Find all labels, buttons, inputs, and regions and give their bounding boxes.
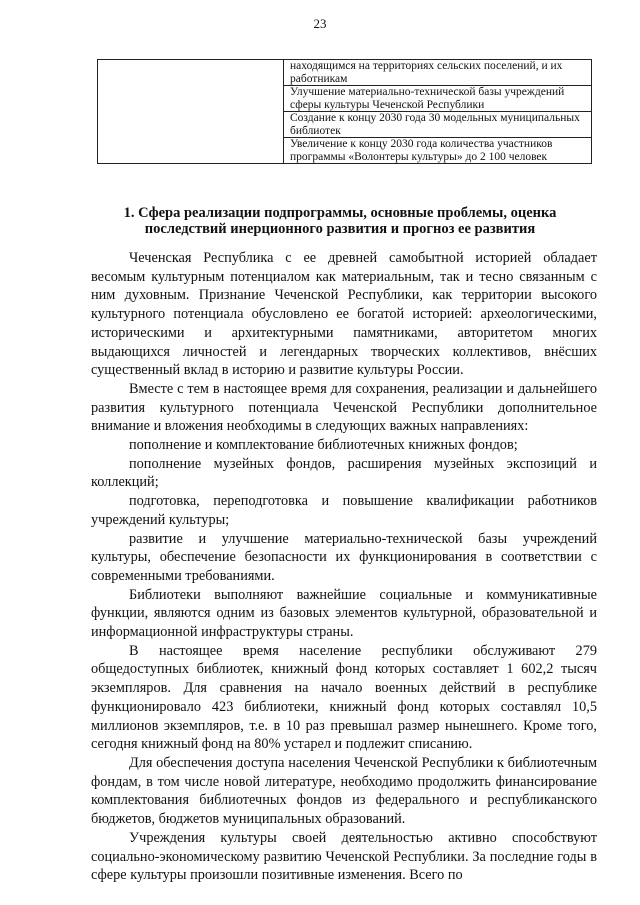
list-item: подготовка, переподготовка и повышение квалификации работников учреждений культуры; bbox=[91, 493, 597, 528]
table-cell: Создание к концу 2030 года 30 модельных муниципальных библиотек bbox=[284, 112, 592, 138]
paragraph: Вместе с тем в настоящее время для сохранения, реализации и дальнейшего развития культурного потенциала Чеченской Республики дополнительное внимание и вложения необходимы в следующих важных направлениях: bbox=[91, 380, 597, 435]
goals-table bbox=[97, 59, 592, 164]
section-heading: 1. Сфера реализации подпрограммы, основные проблемы, оценка последствий инерционного развития и прогноз ее развития bbox=[123, 205, 557, 237]
paragraph: Чеченская Республика с ее древней самобытной историей обладает весомым культурным потенциалом как материальным, так и тесно связанным с ним духовным. Признание Чеченской Республики, как территории высокого культурного потенциала обусловлено ее богатой историей: археологическими, историческими и архитектурными памятниками, авторитетом многих выдающихся личностей и легендарных творческих коллективов, внёсших существенный вклад в историю и развитие культуры России. bbox=[91, 250, 597, 379]
table-cell: Увеличение к концу 2030 года количества участников программы «Волонтеры культуры» до 2 100 человек bbox=[284, 138, 592, 164]
list-item: развитие и улучшение материально-технической базы учреждений культуры, обеспечение безопасности их функционирования в соответствии с современными требованиями. bbox=[91, 530, 597, 584]
paragraph: В настоящее время население республики обслуживают 279 общедоступных библиотек, книжный фонд которых составляет 1 602,2 тысяч экземпляров. Для сравнения на начало военных действий в республике функционировало 423 библиотеки, книжный фонд которых составлял 10,5 миллионов экземпляров, т.е. в 10 раз превышал размер нынешнего. Кроме того, сегодня книжный фонд на 80% устарел и подлежит списанию. bbox=[91, 642, 597, 753]
page-number: 23 bbox=[313, 16, 327, 31]
table-cell: Улучшение материально-технической базы учреждений сферы культуры Чеченской Республики bbox=[284, 86, 592, 112]
paragraph: Библиотеки выполняют важнейшие социальные и коммуникативные функции, являются одним из базовых элементов культурной, образовательной и информационной инфраструктуры страны. bbox=[91, 586, 597, 641]
table-cell-empty bbox=[98, 60, 284, 164]
body-text bbox=[91, 249, 597, 885]
list-item: пополнение и комплектование библиотечных книжных фондов; bbox=[129, 437, 518, 454]
paragraph: Учреждения культуры своей деятельностью активно способствуют социально-экономическому развитию Чеченской Республики. За последние годы в сфере культуры произошли позитивные изменения. Всего по bbox=[91, 829, 597, 884]
paragraph: Для обеспечения доступа населения Чеченской Республики к библиотечным фондам, в том числе новой литературе, необходимо продолжить финансирование комплектования библиотечных фондов из федерального и республиканского бюджетов, бюджетов муниципальных образований. bbox=[91, 754, 597, 828]
table-cell: находящимся на территориях сельских поселений, и их работникам bbox=[284, 60, 592, 86]
table-row bbox=[98, 60, 592, 86]
list-item: пополнение музейных фондов, расширения музейных экспозиций и коллекций; bbox=[91, 455, 597, 491]
